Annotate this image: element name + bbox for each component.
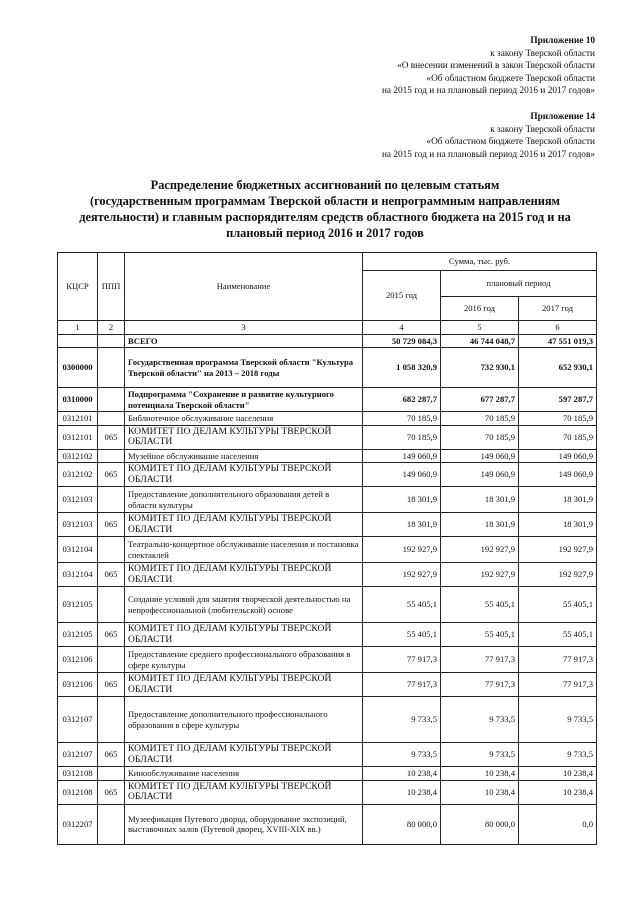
row-2017-cell: 55 405,1 <box>519 587 597 623</box>
row-2016-cell: 677 287,7 <box>441 388 519 412</box>
row-2015-cell: 70 185,9 <box>363 412 441 426</box>
row-code-cell: 0312107 <box>58 743 98 767</box>
row-name-cell: КОМИТЕТ ПО ДЕЛАМ КУЛЬТУРЫ ТВЕРСКОЙ ОБЛАСТИ <box>125 673 363 697</box>
row-2016-cell: 70 185,9 <box>441 412 519 426</box>
table-row <box>58 513 597 537</box>
row-2017-cell: 55 405,1 <box>519 623 597 647</box>
column-number: 3 <box>125 321 363 335</box>
appendix-10-line: на 2015 год и на плановый период 2016 и 2017 годов» <box>381 86 595 97</box>
row-name-cell: Предоставление среднего профессионального образования в сфере культуры <box>125 647 363 673</box>
row-name-cell: Музейное обслуживание населения <box>125 449 363 463</box>
row-name-cell: КОМИТЕТ ПО ДЕЛАМ КУЛЬТУРЫ ТВЕРСКОЙ ОБЛАСТИ <box>125 780 363 804</box>
row-2017-cell: 70 185,9 <box>519 412 597 426</box>
row-2016-cell: 55 405,1 <box>441 587 519 623</box>
row-ppp-cell <box>98 412 125 426</box>
row-name-cell: Музеефикация Путевого дворца, оборудование экспозиций, выставочных залов (Путевой дворец, XVIII-XIX вв.) <box>125 804 363 844</box>
row-2017-cell: 652 930,1 <box>519 348 597 388</box>
row-2015-cell: 18 301,9 <box>363 487 441 513</box>
row-2017-cell: 192 927,9 <box>519 563 597 587</box>
row-ppp-cell <box>98 767 125 781</box>
row-ppp-cell <box>98 449 125 463</box>
table-row <box>58 425 597 449</box>
row-2017-cell: 18 301,9 <box>519 487 597 513</box>
row-code-cell: 0310000 <box>58 388 98 412</box>
row-ppp-cell <box>98 537 125 563</box>
document-title-line: плановый период 2016 и 2017 годов <box>226 226 424 240</box>
header-kcsr: КЦСР <box>58 253 98 321</box>
row-2017-cell: 149 060,9 <box>519 463 597 487</box>
row-code-cell: 0312101 <box>58 425 98 449</box>
table-row <box>58 537 597 563</box>
table-row <box>58 804 597 844</box>
row-ppp-cell <box>98 487 125 513</box>
row-2017-cell: 0,0 <box>519 804 597 844</box>
row-ppp-cell: 065 <box>98 513 125 537</box>
budget-table <box>57 252 597 845</box>
table-row <box>58 673 597 697</box>
appendix-14-title: Приложение 14 <box>530 112 595 122</box>
row-2015-cell: 80 000,0 <box>363 804 441 844</box>
row-2016-cell: 732 930,1 <box>441 348 519 388</box>
document-title-line: (государственным программам Тверской области и непрограммным направлениям <box>89 194 560 208</box>
row-name-cell: КОМИТЕТ ПО ДЕЛАМ КУЛЬТУРЫ ТВЕРСКОЙ ОБЛАСТИ <box>125 743 363 767</box>
row-code-cell: 0312102 <box>58 449 98 463</box>
appendix-10-title: Приложение 10 <box>530 36 595 46</box>
row-2015-cell: 10 238,4 <box>363 767 441 781</box>
table-row <box>58 348 597 388</box>
row-2016-cell: 18 301,9 <box>441 513 519 537</box>
row-2016-cell: 55 405,1 <box>441 623 519 647</box>
appendix-14-line: к закону Тверской области <box>490 124 595 135</box>
row-2015-cell: 77 917,3 <box>363 673 441 697</box>
row-ppp-cell <box>98 587 125 623</box>
table-row <box>58 697 597 743</box>
row-ppp-cell <box>98 348 125 388</box>
row-name-cell: Предоставление дополнительного образования детей в области культуры <box>125 487 363 513</box>
row-code-cell <box>58 334 98 348</box>
column-number: 1 <box>58 321 98 335</box>
row-2016-cell: 10 238,4 <box>441 767 519 781</box>
row-2017-cell: 597 287,7 <box>519 388 597 412</box>
row-2016-cell: 149 060,9 <box>441 449 519 463</box>
table-row <box>58 743 597 767</box>
row-name-cell: Подпрограмма "Сохранение и развитие культурного потенциала Тверской области" <box>125 388 363 412</box>
table-row <box>58 647 597 673</box>
row-2017-cell: 9 733,5 <box>519 697 597 743</box>
row-ppp-cell <box>98 697 125 743</box>
row-ppp-cell: 065 <box>98 563 125 587</box>
row-2017-cell: 18 301,9 <box>519 513 597 537</box>
row-2016-cell: 77 917,3 <box>441 647 519 673</box>
row-2015-cell: 192 927,9 <box>363 563 441 587</box>
column-number: 4 <box>363 321 441 335</box>
row-name-cell: Предоставление дополнительного профессионального образования в сфере культуры <box>125 697 363 743</box>
row-2017-cell: 10 238,4 <box>519 780 597 804</box>
row-2016-cell: 9 733,5 <box>441 697 519 743</box>
row-2017-cell: 192 927,9 <box>519 537 597 563</box>
table-row <box>58 780 597 804</box>
row-2016-cell: 10 238,4 <box>441 780 519 804</box>
row-2016-cell: 18 301,9 <box>441 487 519 513</box>
table-row <box>58 388 597 412</box>
row-name-cell: Библиотечное обслуживание населения <box>125 412 363 426</box>
row-2016-cell: 80 000,0 <box>441 804 519 844</box>
row-code-cell: 0312105 <box>58 623 98 647</box>
row-ppp-cell: 065 <box>98 425 125 449</box>
row-code-cell: 0312104 <box>58 537 98 563</box>
header-2017: 2017 год <box>519 297 597 321</box>
appendix-14-header <box>382 111 595 161</box>
row-2016-cell: 192 927,9 <box>441 537 519 563</box>
table-row <box>58 563 597 587</box>
row-code-cell: 0312108 <box>58 767 98 781</box>
table-body <box>58 334 597 844</box>
row-2016-cell: 9 733,5 <box>441 743 519 767</box>
row-2016-cell: 77 917,3 <box>441 673 519 697</box>
table-row <box>58 487 597 513</box>
row-name-cell: КОМИТЕТ ПО ДЕЛАМ КУЛЬТУРЫ ТВЕРСКОЙ ОБЛАСТИ <box>125 563 363 587</box>
row-ppp-cell: 065 <box>98 743 125 767</box>
row-code-cell: 0300000 <box>58 348 98 388</box>
row-name-cell: Кинообслуживание населения <box>125 767 363 781</box>
row-2015-cell: 9 733,5 <box>363 743 441 767</box>
appendix-10-line: «Об областном бюджете Тверской области <box>426 73 595 84</box>
row-code-cell: 0312103 <box>58 487 98 513</box>
row-2015-cell: 55 405,1 <box>363 623 441 647</box>
row-2017-cell: 77 917,3 <box>519 647 597 673</box>
header-ppp: ППП <box>98 253 125 321</box>
row-name-cell: КОМИТЕТ ПО ДЕЛАМ КУЛЬТУРЫ ТВЕРСКОЙ ОБЛАСТИ <box>125 463 363 487</box>
row-2015-cell: 149 060,9 <box>363 463 441 487</box>
row-2015-cell: 192 927,9 <box>363 537 441 563</box>
row-code-cell: 0312103 <box>58 513 98 537</box>
row-name-cell: КОМИТЕТ ПО ДЕЛАМ КУЛЬТУРЫ ТВЕРСКОЙ ОБЛАСТИ <box>125 513 363 537</box>
row-name-cell: КОМИТЕТ ПО ДЕЛАМ КУЛЬТУРЫ ТВЕРСКОЙ ОБЛАСТИ <box>125 623 363 647</box>
row-2015-cell: 1 058 320,9 <box>363 348 441 388</box>
table-row <box>58 587 597 623</box>
row-ppp-cell <box>98 647 125 673</box>
table-row <box>58 449 597 463</box>
document-title-line: деятельности) и главным распорядителям средств областного бюджета на 2015 год и на <box>79 210 571 224</box>
row-ppp-cell <box>98 388 125 412</box>
row-ppp-cell <box>98 804 125 844</box>
column-number: 5 <box>441 321 519 335</box>
header-plan-period: плановый период <box>441 271 597 297</box>
row-ppp-cell <box>98 334 125 348</box>
row-2015-cell: 9 733,5 <box>363 697 441 743</box>
row-code-cell: 0312101 <box>58 412 98 426</box>
row-2016-cell: 70 185,9 <box>441 425 519 449</box>
row-code-cell: 0312102 <box>58 463 98 487</box>
row-2015-cell: 149 060,9 <box>363 449 441 463</box>
row-name-cell: КОМИТЕТ ПО ДЕЛАМ КУЛЬТУРЫ ТВЕРСКОЙ ОБЛАСТИ <box>125 425 363 449</box>
row-2017-cell: 9 733,5 <box>519 743 597 767</box>
row-code-cell: 0312105 <box>58 587 98 623</box>
appendix-14-line: на 2015 год и на плановый период 2016 и 2017 годов» <box>381 149 595 160</box>
row-2015-cell: 70 185,9 <box>363 425 441 449</box>
row-2016-cell: 149 060,9 <box>441 463 519 487</box>
header-2016: 2016 год <box>441 297 519 321</box>
table-row <box>58 463 597 487</box>
row-code-cell: 0312207 <box>58 804 98 844</box>
row-code-cell: 0312108 <box>58 780 98 804</box>
row-2017-cell: 149 060,9 <box>519 449 597 463</box>
header-name: Наименование <box>125 253 363 321</box>
appendix-14-line: «Об областном бюджете Тверской области <box>426 137 595 148</box>
appendix-10-header <box>382 35 595 98</box>
column-number: 6 <box>519 321 597 335</box>
table-row <box>58 623 597 647</box>
row-2017-cell: 47 551 019,3 <box>519 334 597 348</box>
row-code-cell: 0312107 <box>58 697 98 743</box>
row-2015-cell: 18 301,9 <box>363 513 441 537</box>
header-2015: 2015 год <box>363 271 441 321</box>
table-row <box>58 412 597 426</box>
row-2015-cell: 55 405,1 <box>363 587 441 623</box>
row-ppp-cell: 065 <box>98 673 125 697</box>
row-name-cell: Создание условий для занятия творческой деятельностью на непрофессиональной (любительской) основе <box>125 587 363 623</box>
row-2015-cell: 682 287,7 <box>363 388 441 412</box>
document-title-line: Распределение бюджетных ассигнований по целевым статьям <box>150 178 500 192</box>
row-ppp-cell: 065 <box>98 463 125 487</box>
appendix-10-line: к закону Тверской области <box>490 48 595 59</box>
row-code-cell: 0312106 <box>58 647 98 673</box>
appendix-10-line: «О внесении изменений в закон Тверской области <box>397 61 595 72</box>
row-ppp-cell: 065 <box>98 623 125 647</box>
row-2015-cell: 10 238,4 <box>363 780 441 804</box>
row-2015-cell: 50 729 084,3 <box>363 334 441 348</box>
row-code-cell: 0312104 <box>58 563 98 587</box>
document-title <box>60 177 590 241</box>
row-ppp-cell: 065 <box>98 780 125 804</box>
row-code-cell: 0312106 <box>58 673 98 697</box>
row-2016-cell: 192 927,9 <box>441 563 519 587</box>
row-name-cell: Театрально-концертное обслуживание населения и постановка спектаклей <box>125 537 363 563</box>
row-2017-cell: 77 917,3 <box>519 673 597 697</box>
table-row <box>58 767 597 781</box>
column-number: 2 <box>98 321 125 335</box>
table-row <box>58 334 597 348</box>
row-name-cell: ВСЕГО <box>125 334 363 348</box>
row-2016-cell: 46 744 048,7 <box>441 334 519 348</box>
row-2017-cell: 70 185,9 <box>519 425 597 449</box>
row-name-cell: Государственная программа Тверской области "Культура Тверской области" на 2013 – 2018 годы <box>125 348 363 388</box>
row-2015-cell: 77 917,3 <box>363 647 441 673</box>
row-2017-cell: 10 238,4 <box>519 767 597 781</box>
header-sum: Сумма, тыс. руб. <box>363 253 597 271</box>
